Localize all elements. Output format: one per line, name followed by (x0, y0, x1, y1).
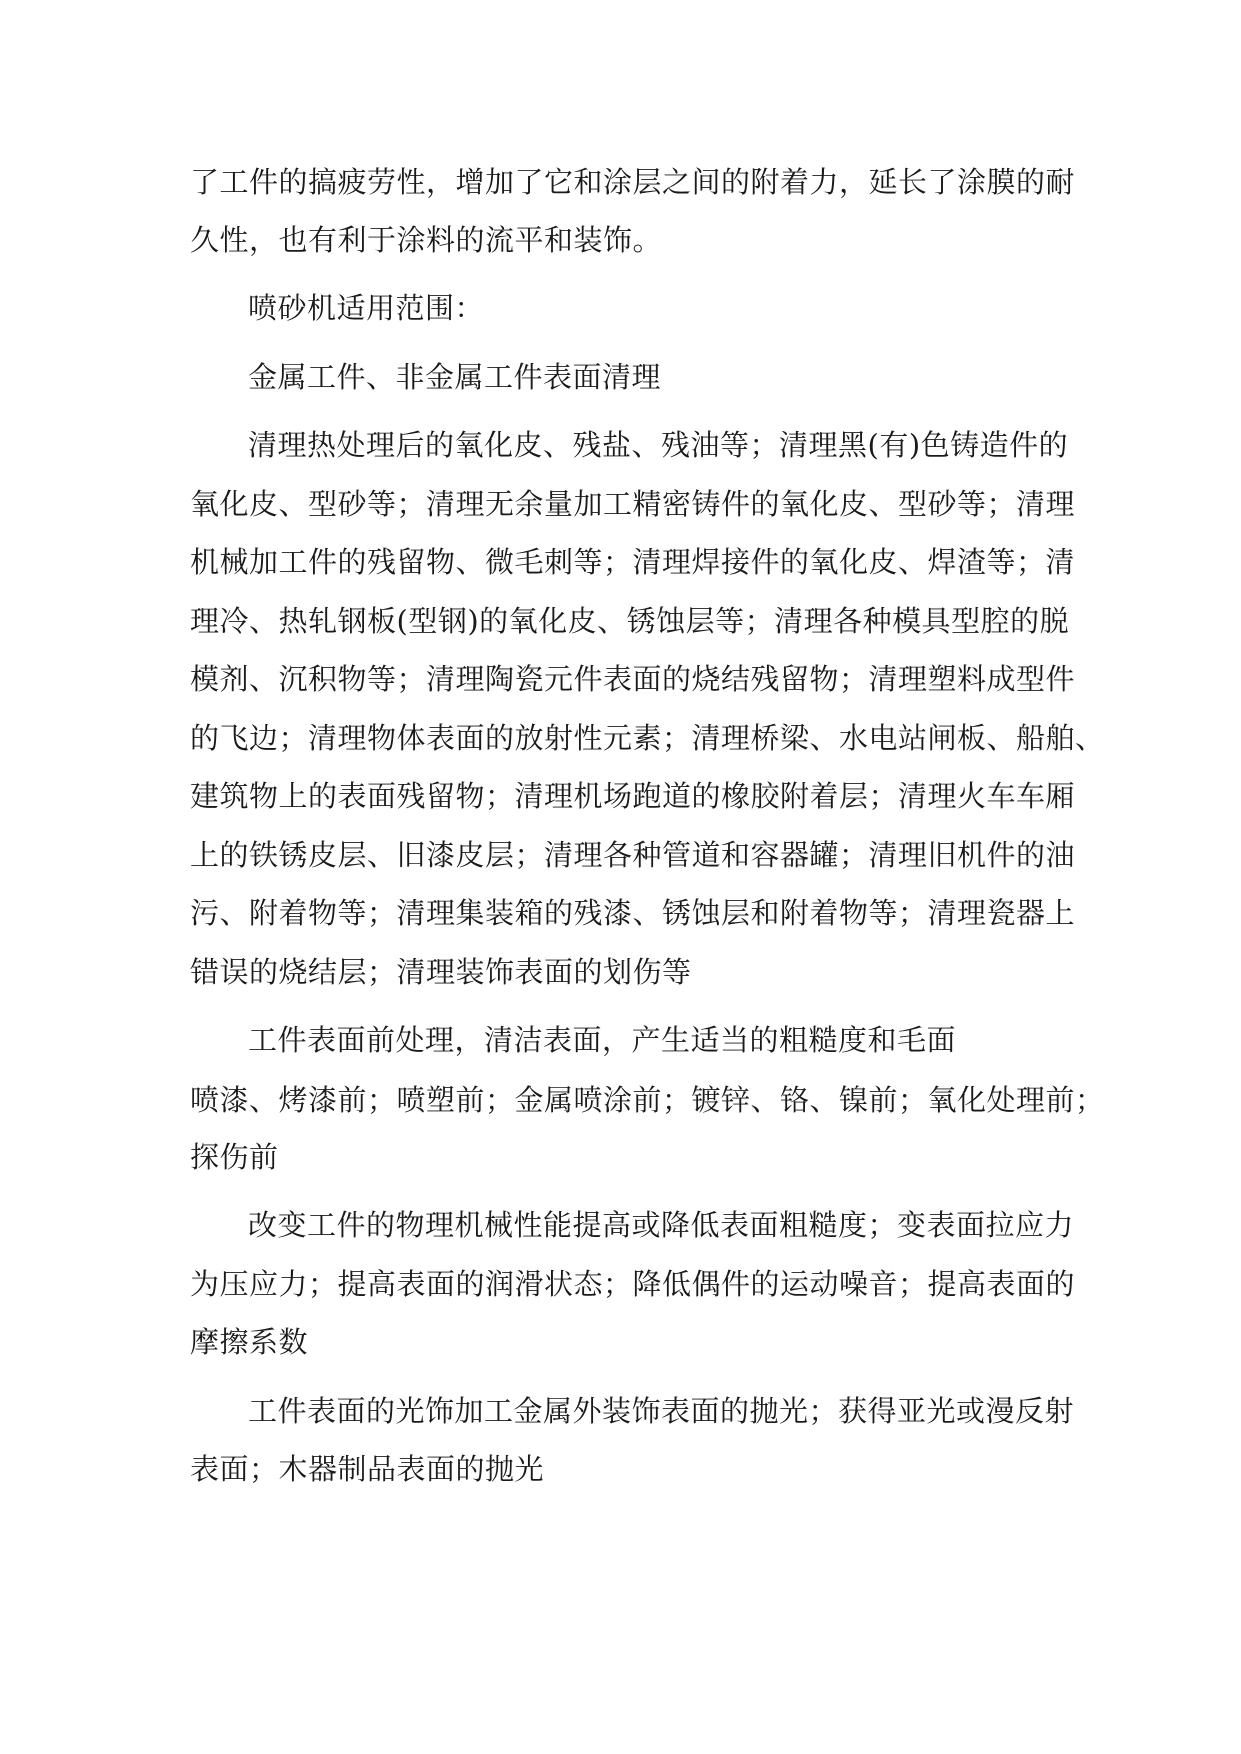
text-line: 清理热处理后的氧化皮、残盐、残油等；清理黑(有)色铸造件的 (248, 428, 1069, 462)
text-line: 错误的烧结层；清理装饰表面的划伤等 (190, 955, 692, 989)
text-line: 喷漆、烤漆前；喷塑前；金属喷涂前；镀锌、铬、镍前；氧化处理前； (190, 1083, 1105, 1117)
text-line: 污、附着物等；清理集装箱的残漆、锈蚀层和附着物等；清理瓷器上 (190, 896, 1076, 930)
section-heading: 喷砂机适用范围： (248, 291, 485, 325)
text-line: 摩擦系数 (190, 1325, 309, 1359)
text-line: 氧化皮、型砂等；清理无余量加工精密铸件的氧化皮、型砂等；清理 (190, 487, 1076, 521)
text-line: 的飞边；清理物体表面的放射性元素；清理桥梁、水电站闸板、船舶、 (190, 721, 1105, 755)
text-line: 机械加工件的残留物、微毛刺等；清理焊接件的氧化皮、焊渣等；清 (190, 545, 1076, 579)
text-line: 了工件的搞疲劳性，增加了它和涂层之间的附着力，延长了涂膜的耐 (190, 165, 1076, 199)
text-line: 工件表面前处理，清洁表面，产生适当的粗糙度和毛面 (248, 1023, 957, 1057)
text-line: 模剂、沉积物等；清理陶瓷元件表面的烧结残留物；清理塑料成型件 (190, 662, 1076, 696)
text-line: 上的铁锈皮层、旧漆皮层；清理各种管道和容器罐；清理旧机件的油 (190, 838, 1076, 872)
text-line: 工件表面的光饰加工金属外装饰表面的抛光；获得亚光或漫反射 (248, 1394, 1075, 1428)
text-line: 金属工件、非金属工件表面清理 (248, 360, 662, 394)
text-line: 久性，也有利于涂料的流平和装饰。 (190, 223, 663, 257)
text-line: 探伤前 (190, 1140, 279, 1174)
text-line: 建筑物上的表面残留物；清理机场跑道的橡胶附着层；清理火车车厢 (190, 779, 1076, 813)
text-line: 改变工件的物理机械性能提高或降低表面粗糙度；变表面拉应力 (248, 1208, 1075, 1242)
text-line: 为压应力；提高表面的润滑状态；降低偶件的运动噪音；提高表面的 (190, 1267, 1076, 1301)
text-line: 理冷、热轧钢板(型钢)的氧化皮、锈蚀层等；清理各种模具型腔的脱 (190, 604, 1070, 638)
text-line: 表面；木器制品表面的抛光 (190, 1452, 545, 1486)
